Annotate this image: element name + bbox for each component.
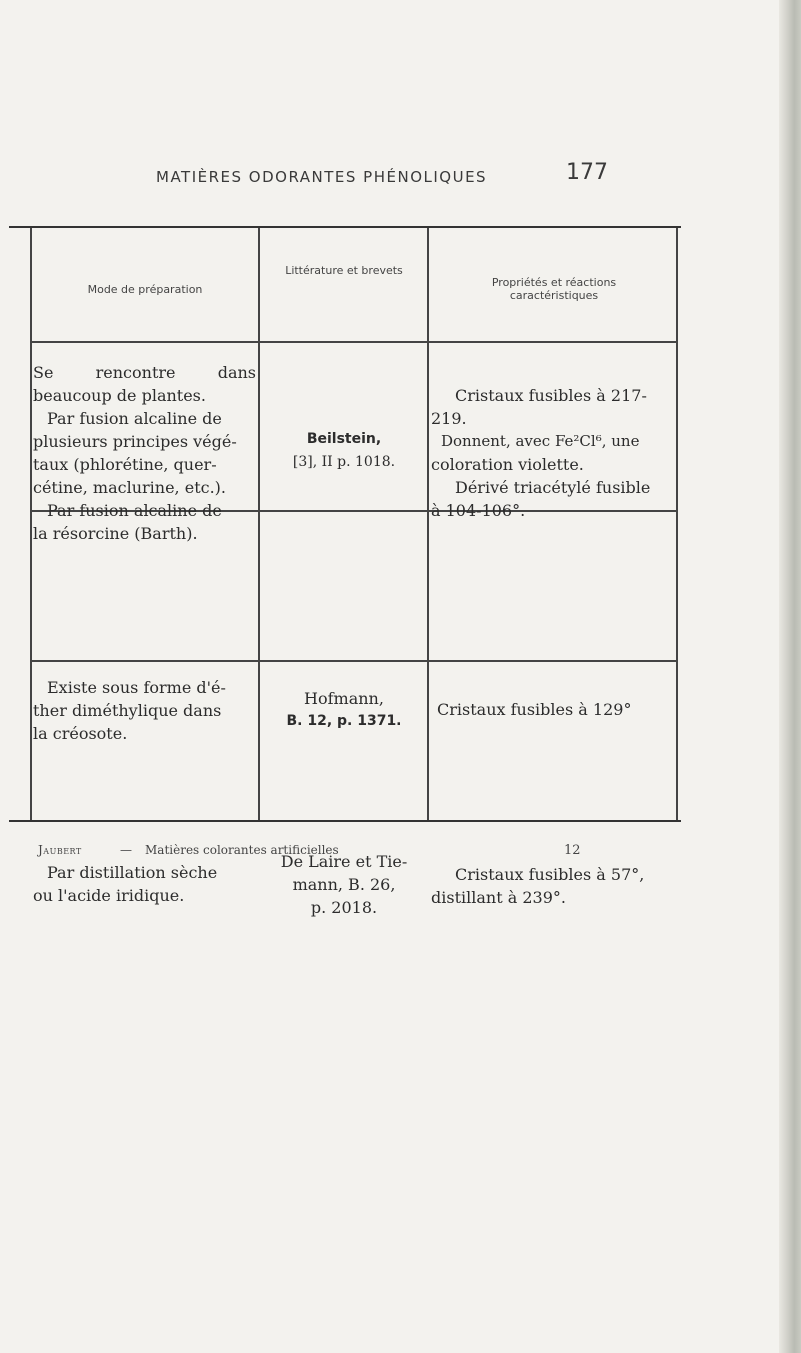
row-rule — [30, 341, 678, 343]
column-rule — [258, 228, 260, 820]
preparation-cell: Se rencontre dans beaucoup de plantes. Par fusion alcaline de plusieurs principes végé- taux (phlorétine, quer- cétine, maclurine, etc.). Par fusion alcaline de la résorcine (Barth). — [33, 363, 256, 543]
literature-cell: De Laire et Tie- mann, B. 26, p. 2018. — [280, 852, 408, 917]
literature-cell: Beilstein, [3], II p. 1018. — [292, 431, 396, 470]
column-rule — [676, 228, 678, 820]
row-rule — [30, 660, 678, 662]
properties-cell: Cristaux fusibles à 129° — [437, 700, 632, 719]
page-number: 177 — [566, 160, 608, 185]
preparation-cell: Existe sous forme d'é- ther diméthylique dans la créosote. — [33, 678, 226, 743]
footer-separator: — — [120, 843, 132, 857]
column-header: Propriétés et réactions caractéristiques — [491, 276, 617, 302]
page-footer — [38, 843, 598, 863]
footer-book-title: Matières colorantes artificielles — [145, 843, 339, 857]
column-header: Mode de préparation — [87, 283, 203, 296]
running-header — [156, 160, 626, 200]
signature-mark: 12 — [564, 843, 581, 858]
properties-cell: Cristaux fusibles à 57°, distillant à 239°. — [431, 865, 645, 907]
literature-cell: Hofmann, B. 12, p. 1371. — [286, 689, 402, 729]
preparation-cell: Par distillation sèche ou l'acide iridique. — [33, 863, 218, 905]
page-edge — [779, 0, 801, 1353]
column-rule — [427, 228, 429, 820]
footer-author: Jaubert — [38, 843, 82, 857]
column-rule — [30, 228, 32, 820]
running-title: MATIÈRES ODORANTES PHÉNOLIQUES — [156, 168, 488, 186]
column-header: Littérature et brevets — [285, 264, 403, 277]
properties-cell: Cristaux fusibles à 217- 219. Donnent, avec Fe²Cl⁶, une coloration violette. Dérivé triacétylé fusible à 104-106°. — [431, 386, 651, 520]
